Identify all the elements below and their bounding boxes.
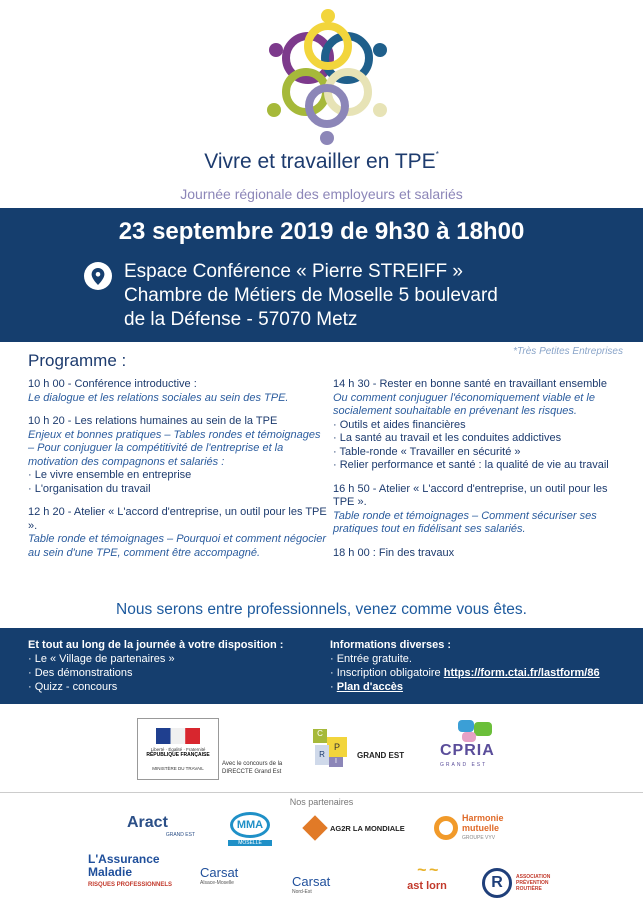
aract-logo: Aract GRAND EST <box>127 814 195 838</box>
info-right-heading: Informations diverses : <box>330 639 452 651</box>
info-item: · Entrée gratuite. <box>330 653 412 665</box>
partners-label: Nos partenaires <box>289 797 354 807</box>
info-left <box>28 638 318 694</box>
concours-text: Avec le concours de la DIRECCTE Grand Est <box>222 761 283 775</box>
info-item: · Plan d'accès <box>330 681 403 693</box>
tpe-footnote: *Très Petites Entreprises <box>513 346 623 357</box>
grand-est-label: GRAND EST <box>357 751 405 760</box>
programme-right-column <box>333 378 629 570</box>
programme-item: 18 h 00 : Fin des travaux <box>333 546 455 559</box>
programme-item: 16 h 50 - Atelier « L'accord d'entreprise, un outil pour les TPE ». Table ronde et témoignages – Comment sécuriser ses pratiques tout en fidélisant ses salariés. <box>333 482 608 535</box>
info-item: · Inscription obligatoire https://form.ctai.fr/lastform/86 <box>330 667 600 679</box>
carsat-alsace-moselle-logo: Carsat Alsace-Moselle <box>200 865 239 886</box>
programme-item: 14 h 30 - Rester en bonne santé en travaillant ensemble Ou comment conjuguer l'économiquement viable et le socialement souhaitable en prévenant les risques. · Outils et aides financières · La santé au travail et les conduites addictives · Table-ronde « Travailler en sécurité » · Relier performance et santé : la qualité de vie au travail <box>333 378 609 471</box>
assurance-maladie-logo: L'Assurance Maladie RISQUES PROFESSIONNELS <box>88 852 173 888</box>
access-map-link[interactable]: Plan d'accès <box>336 681 403 693</box>
info-item: · Le « Village de partenaires » <box>28 653 175 665</box>
info-left-heading: Et tout au long de la journée à votre disposition : <box>28 639 284 651</box>
programme-item: 12 h 20 - Atelier « L'accord d'entreprise, un outil pour les TPE ». Table ronde et témoignages – Pourquoi et comment négocier au sein d'une TPE, comment être accompagné. <box>28 506 327 559</box>
programme-item: 10 h 20 - Les relations humaines au sein de la TPE Enjeux et bonnes pratiques – Tables rondes et témoignages – Pour conjuguer la compétitivité de l'entreprise et la motivation des compagnons et salariés : · Le vivre ensemble en entreprise · L'organisation du travail <box>28 415 321 495</box>
location-pin-icon <box>84 262 112 290</box>
cpria-logo: CPRIA GRAND EST <box>440 720 498 782</box>
ast-lorn-logo: ~ ~ ast lorn <box>407 862 447 892</box>
info-right <box>330 638 630 694</box>
harmonie-mutuelle-logo: Harmonie mutuelle GROUPE VYV <box>434 812 522 844</box>
registration-link[interactable]: https://form.ctai.fr/lastform/86 <box>443 667 600 679</box>
event-banner <box>0 208 643 342</box>
republique-francaise-logo: Liberté · Égalité · Fraternité RÉPUBLIQUE FRANÇAISE MINISTÈRE DU TRAVAIL <box>137 718 219 780</box>
info-banner <box>0 628 643 704</box>
mma-logo: MMA MOSELLE <box>228 812 272 852</box>
prevention-routiere-logo: R ASSOCIATION PRÉVENTION ROUTIÈRE <box>482 864 572 902</box>
programme-item: 10 h 00 - Conférence introductive : Le dialogue et les relations sociales au sein des TPE. <box>28 378 289 404</box>
event-venue: Espace Conférence « Pierre STREIFF » Chambre de Métiers de Moselle 5 boulevard de la Défense - 57070 Metz <box>124 261 498 330</box>
tagline: Nous serons entre professionnels, venez comme vous êtes. <box>116 601 527 618</box>
carsat-nord-est-logo: Carsat Nord-Est <box>292 874 331 895</box>
info-item: · Quizz - concours <box>28 681 118 693</box>
info-item: · Des démonstrations <box>28 667 133 679</box>
page-subtitle: Journée régionale des employeurs et salariés <box>180 186 463 202</box>
programme-heading: Programme : <box>28 351 127 370</box>
page-title: Vivre et travailler en TPE* <box>204 150 439 173</box>
programme-left-column <box>28 378 328 570</box>
ag2r-logo: AG2R LA MONDIALE <box>306 817 405 839</box>
event-date: 23 septembre 2019 de 9h30 à 18h00 <box>118 218 525 245</box>
tpe-logo <box>262 6 392 148</box>
cp-ri-logo: C P R I <box>313 729 355 771</box>
